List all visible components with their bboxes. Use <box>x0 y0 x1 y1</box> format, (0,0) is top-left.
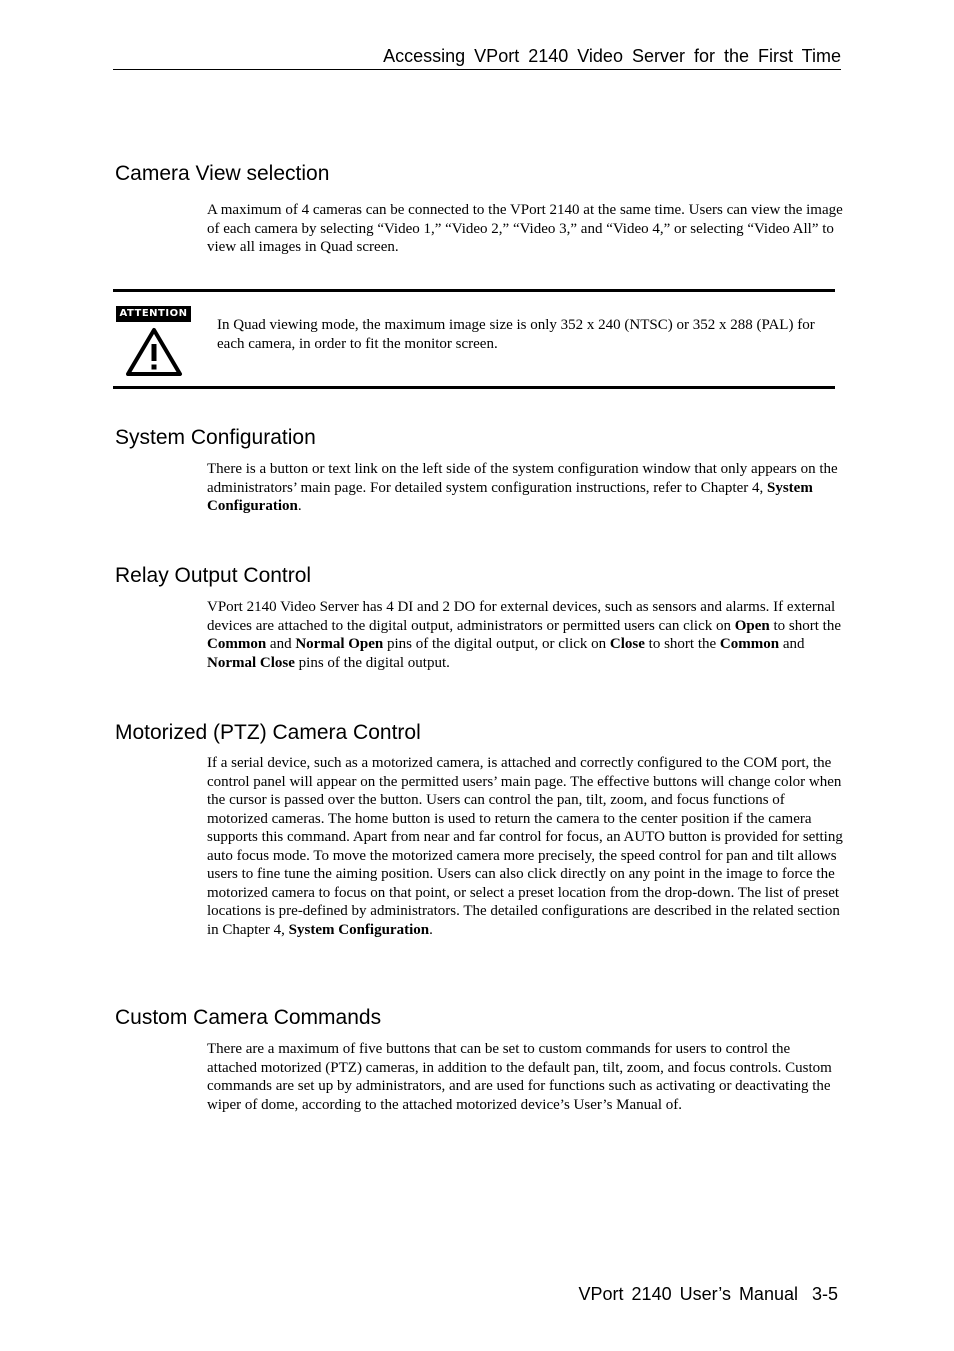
camera-view-heading: Camera View selection <box>115 162 330 185</box>
system-config-paragraph: There is a button or text link on the left side of the system configuration window that only appears on the administrators’ main page. For detailed system configuration instructions, refer to Chapter 4, System Configuration. <box>207 461 838 514</box>
system-config-chapter-ref: System Configuration <box>207 479 813 514</box>
page-number: 3-5 <box>811 1284 838 1304</box>
ptz-control-heading: Motorized (PTZ) Camera Control <box>115 721 421 744</box>
normal-close-term: Normal Close <box>207 654 295 671</box>
custom-commands-paragraph: There are a maximum of five buttons that can be set to custom commands for users to control the attached motorized (PTZ) cameras, in addition to the default pan, tilt, zoom, and focus controls. Custom commands are set up by administrators, and are used for functions such as activating or deactivating the wiper of dome, according to the attached motorized device’s User’s Manual of. <box>207 1041 832 1113</box>
open-term: Open <box>734 617 770 634</box>
camera-view-paragraph: A maximum of 4 cameras can be connected to the VPort 2140 at the same time. Users can view the image of each camera by selecting “Video 1,” “Video 2,” “Video 3,” and “Video 4,” or selecting “Video All” to view all images in Quad screen. <box>207 202 843 255</box>
ptz-chapter-ref: System Configuration <box>288 921 430 938</box>
relay-output-paragraph: VPort 2140 Video Server has 4 DI and 2 DO for external devices, such as sensors and alarms. If external devices are attached to the digital output, administrators or permitted users can click on Open to short the Common and Normal Open pins of the digital output, or click on Close to short the Common and Normal Close pins of the digital output. <box>207 599 842 671</box>
attention-label: ATTENTION <box>116 306 191 322</box>
attention-note: In Quad viewing mode, the maximum image size is only 352 x 240 (NTSC) or 352 x 288 (PAL) for each camera, in order to fit the monitor screen. <box>217 317 815 352</box>
ptz-control-paragraph: If a serial device, such as a motorized camera, is attached and correctly configured to the COM port, the control panel will appear on the permitted users’ main page. The effective buttons will change color when the cursor is passed over the button. Users can control the pan, tilt, zoom, and focus functions of motorized cameras. The home button is used to return the camera to the center position if the camera supports this command. Apart from near and far control for focus, an AUTO button is provided for setting auto focus mode. To move the motorized camera more precisely, the speed control for pan and tilt allows users to fine tune the aiming position. Users can also click directly on any point in the image to force the motorized camera to focus on that point, or select a preset location from the drop-down. The list of preset locations is pre-defined by administrators. The detailed configurations are described in the related section in Chapter 4, System Configuration. <box>207 755 843 938</box>
manual-title: VPort 2140 User’s Manual <box>578 1284 798 1304</box>
page-footer <box>579 1283 838 1305</box>
relay-output-heading: Relay Output Control <box>115 564 312 587</box>
attention-box <box>113 289 835 389</box>
system-config-heading: System Configuration <box>115 426 316 449</box>
common-term: Common <box>719 636 780 652</box>
normal-open-term: Normal Open <box>295 636 384 652</box>
custom-commands-heading: Custom Camera Commands <box>115 1006 382 1029</box>
common-term: Common <box>207 636 267 652</box>
warning-triangle-icon <box>125 327 183 377</box>
running-header: Accessing VPort 2140 Video Server for the First Time <box>113 44 841 70</box>
close-term: Close <box>609 636 645 652</box>
